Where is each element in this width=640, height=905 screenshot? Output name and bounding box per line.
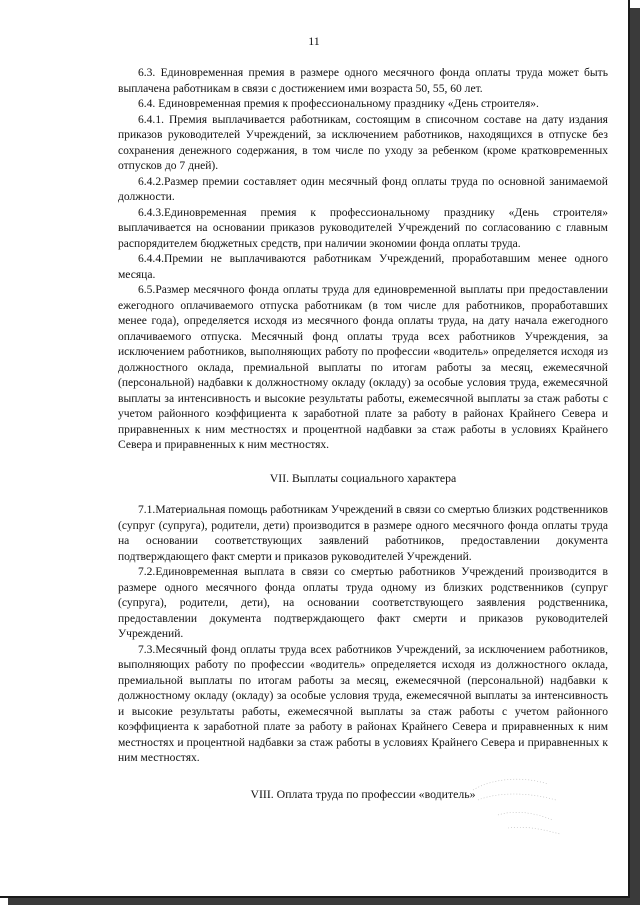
section-8-heading: VIII. Оплата труда по профессии «водитель» [250,786,476,801]
paragraph-7-1: 7.1.Материальная помощь работникам Учреждений в связи со смертью близких родственников (супруг (супруга), родители, дети) производится в размере одного месячного фонда оплаты труда на основании соответствующих заявлений работников, предоставлении документа подтверждающего факт смерти и приказов руководителей Учреждений. [118,504,608,563]
page-shadow-bottom [8,898,640,905]
paragraph-6-4-2: 6.4.2.Размер премии составляет один месячный фонд оплаты труда по основной занимаемой должности. [118,175,608,203]
paragraph-6-4-3: 6.4.3.Единовременная премия к профессиональному празднику «День строителя» выплачивается на основании приказов руководителей Учреждений по согласованию с главным распорядителем бюджетных средств, при наличии экономии фонда оплаты труда. [118,206,608,250]
page-shadow-right [630,8,640,905]
section-7-heading: VII. Выплаты социального характера [269,470,457,485]
paragraph-7-2: 7.2.Единовременная выплата в связи со смертью работников Учреждений производится в размере одного месячного фонда оплаты труда одному из близких родственников (супруг (супруга), родители, дети), на основании соответствующего заявления родственника, предоставлении документа подтверждающего факт смерти и приказов руководителей Учреждений. [118,566,608,640]
document-body [118,66,608,802]
page-number: 11 [308,34,320,48]
paragraph-7-3: 7.3.Месячный фонд оплаты труда всех работников Учреждений, за исключением работников, выполняющих работу по профессии «водитель» определяется исходя из должностного оклада, премиальной выплаты по итогам работы за месяц, ежемесячной (персональной) надбавки к должностному окладу (окладу) за особые условия труда, ежемесячной выплаты за интенсивность и высокие результаты работы, ежемесячной выплаты за стаж работы с учетом районного коэффициента к заработной плате за работу в районах Крайнего Севера и приравненных к ним местностях и процентной надбавки за стаж работы в условиях Крайнего Севера и приравненных к ним местностях. [118,643,608,764]
paragraph-6-4-4: 6.4.4.Премии не выплачиваются работникам Учреждений, проработавшим менее одного месяца. [118,253,608,281]
paragraph-6-4: 6.4. Единовременная премия к профессиональному празднику «День строителя». [138,98,539,110]
paragraph-6-3: 6.3. Единовременная премия в размере одного месячного фонда оплаты труда может быть выплачена работникам в связи с достижением ими возраста 50, 55, 60 лет. [118,67,608,95]
paragraph-6-5: 6.5.Размер месячного фонда оплаты труда для единовременной выплаты при предоставлении ежегодного оплачиваемого отпуска работникам (в том числе для работников, проработавших менее года), определяется исходя из месячного фонда оплаты труда, на дату начала ежегодного оплачиваемого отпуска. Месячный фонд оплаты труда всех работников Учреждения, за исключением работников, выполняющих работу по профессии «водитель» определяется исходя из должностного оклада, премиальной выплаты по итогам работы за месяц, ежемесячной (персональной) надбавки к должностному окладу (окладу) за особые условия труда, ежемесячной выплаты за интенсивность и высокие результаты работы, ежемесячной выплаты за стаж работы с учетом районного коэффициента к заработной плате за работу в районах Крайнего Севера и приравненных к ним местностях и процентной надбавки за стаж работы в условиях Крайнего Севера и приравненных к ним местностях. [118,284,608,451]
paragraph-6-4-1: 6.4.1. Премия выплачивается работникам, состоящим в списочном составе на дату издания приказов руководителей Учреждений, за исключением работников, находящихся в отпуске без сохранения денежного содержания, в том числе по уходу за ребенком (кроме кратковременных отпусков до 7 дней). [118,113,608,172]
